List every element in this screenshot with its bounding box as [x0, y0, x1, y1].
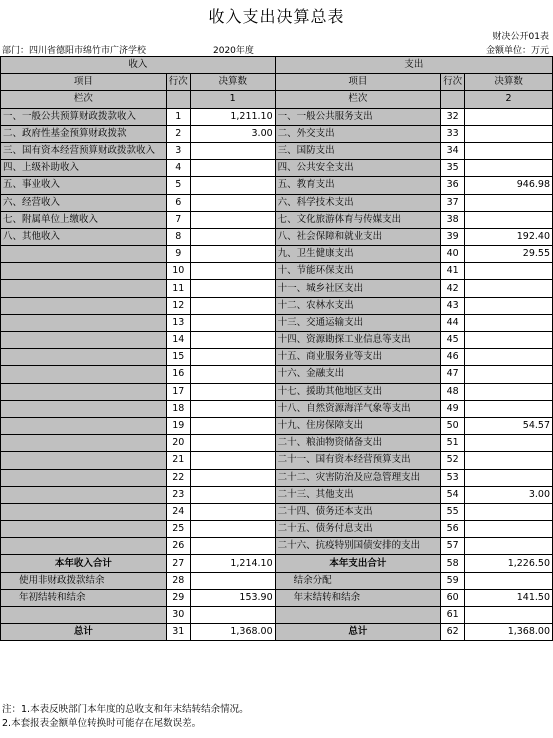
footnote-1: 注：1.本表反映部门本年度的总收支和年末结转结余情况。 [2, 704, 249, 715]
income-amount [190, 314, 275, 331]
income-amount [190, 263, 275, 280]
income-amount [190, 503, 275, 520]
income-line-header: 行次 [166, 74, 190, 91]
expense-item: 一、一般公共服务支出 [275, 108, 440, 125]
income-item [1, 469, 167, 486]
expense-total-amount [465, 572, 553, 589]
expense-amount [465, 521, 553, 538]
expense-total-amount: 1,368.00 [465, 624, 553, 641]
expense-amount [465, 314, 553, 331]
income-total-amount: 153.90 [190, 589, 275, 606]
expense-line-header: 行次 [441, 74, 465, 91]
income-total-item: 年初结转和结余 [1, 589, 167, 606]
income-total-line: 30 [166, 607, 190, 624]
income-line: 26 [166, 538, 190, 555]
income-amount-header: 决算数 [190, 74, 275, 91]
total-row [1, 555, 553, 572]
income-line: 8 [166, 228, 190, 245]
expense-line: 53 [441, 469, 465, 486]
expense-total-item: 结余分配 [275, 572, 440, 589]
expense-amount [465, 452, 553, 469]
income-amount [190, 280, 275, 297]
expense-amount [465, 400, 553, 417]
income-item [1, 503, 167, 520]
expense-amount [465, 538, 553, 555]
expense-line: 49 [441, 400, 465, 417]
income-item: 一、一般公共预算财政拨款收入 [1, 108, 167, 125]
expense-line: 45 [441, 332, 465, 349]
income-item: 六、经营收入 [1, 194, 167, 211]
income-line: 20 [166, 435, 190, 452]
expense-line: 51 [441, 435, 465, 452]
expense-line: 44 [441, 314, 465, 331]
income-item [1, 263, 167, 280]
expense-column-number: 2 [465, 91, 553, 108]
table-row [1, 469, 553, 486]
expense-line: 50 [441, 417, 465, 434]
income-amount [190, 400, 275, 417]
income-item [1, 521, 167, 538]
income-amount: 1,211.10 [190, 108, 275, 125]
expense-item: 四、公共安全支出 [275, 160, 440, 177]
expense-amount [465, 366, 553, 383]
income-amount [190, 349, 275, 366]
income-total-item: 本年收入合计 [1, 555, 167, 572]
expense-amount: 3.00 [465, 486, 553, 503]
expense-item: 七、文化旅游体育与传媒支出 [275, 211, 440, 228]
expense-total-line: 60 [441, 589, 465, 606]
income-item [1, 280, 167, 297]
expense-line: 35 [441, 160, 465, 177]
income-amount [190, 332, 275, 349]
expense-line: 46 [441, 349, 465, 366]
expense-amount [465, 263, 553, 280]
income-item-header: 项目 [1, 74, 167, 91]
expense-amount [465, 332, 553, 349]
table-row [1, 125, 553, 142]
expense-line: 47 [441, 366, 465, 383]
table-row [1, 452, 553, 469]
expense-item: 十一、城乡社区支出 [275, 280, 440, 297]
expense-item: 二十三、其他支出 [275, 486, 440, 503]
table-row [1, 332, 553, 349]
income-line: 7 [166, 211, 190, 228]
expense-amount: 29.55 [465, 246, 553, 263]
expense-line: 32 [441, 108, 465, 125]
expense-amount [465, 383, 553, 400]
expense-item: 十三、交通运输支出 [275, 314, 440, 331]
expense-amount: 946.98 [465, 177, 553, 194]
expense-amount [465, 297, 553, 314]
column-index-row [1, 91, 553, 108]
income-line: 4 [166, 160, 190, 177]
income-total-line: 27 [166, 555, 190, 572]
income-amount [190, 160, 275, 177]
expense-total-item: 总计 [275, 624, 440, 641]
income-item [1, 246, 167, 263]
income-amount [190, 211, 275, 228]
income-amount [190, 228, 275, 245]
expense-total-line: 62 [441, 624, 465, 641]
income-amount [190, 297, 275, 314]
section-header-row [1, 57, 553, 74]
table-row [1, 349, 553, 366]
table-row [1, 486, 553, 503]
department-label: 部门：四川省德阳市绵竹市广济学校 [2, 46, 147, 56]
expense-amount: 54.57 [465, 417, 553, 434]
expense-line: 40 [441, 246, 465, 263]
income-amount [190, 469, 275, 486]
expense-line: 43 [441, 297, 465, 314]
expense-item: 六、科学技术支出 [275, 194, 440, 211]
income-total-item [1, 607, 167, 624]
income-line: 13 [166, 314, 190, 331]
expense-amount [465, 160, 553, 177]
table-row [1, 177, 553, 194]
expense-total-line: 59 [441, 572, 465, 589]
income-amount [190, 177, 275, 194]
expense-amount [465, 503, 553, 520]
expense-column-label: 栏次 [275, 91, 440, 108]
income-item [1, 383, 167, 400]
income-item [1, 297, 167, 314]
income-amount [190, 538, 275, 555]
expense-item: 二十六、抗疫特别国债安排的支出 [275, 538, 440, 555]
income-line: 16 [166, 366, 190, 383]
expense-line: 57 [441, 538, 465, 555]
income-line: 5 [166, 177, 190, 194]
income-amount [190, 417, 275, 434]
income-item [1, 538, 167, 555]
income-line: 10 [166, 263, 190, 280]
expense-line: 36 [441, 177, 465, 194]
table-row [1, 383, 553, 400]
expense-amount [465, 469, 553, 486]
table-row [1, 400, 553, 417]
form-code: 财决公开01表 [492, 32, 549, 42]
expense-amount [465, 435, 553, 452]
expense-line: 34 [441, 142, 465, 159]
income-item [1, 314, 167, 331]
income-item: 七、附属单位上缴收入 [1, 211, 167, 228]
table-row [1, 503, 553, 520]
expense-total-amount: 141.50 [465, 589, 553, 606]
expense-total-line: 61 [441, 607, 465, 624]
expense-amount [465, 349, 553, 366]
table-row [1, 263, 553, 280]
expense-item: 二十四、债务还本支出 [275, 503, 440, 520]
income-column-label: 栏次 [1, 91, 167, 108]
income-line: 9 [166, 246, 190, 263]
income-line: 25 [166, 521, 190, 538]
income-item: 八、其他收入 [1, 228, 167, 245]
income-amount [190, 383, 275, 400]
table-row [1, 280, 553, 297]
income-amount [190, 246, 275, 263]
income-amount [190, 435, 275, 452]
footnotes [2, 703, 249, 731]
footnote-2: 2.本套报表金额单位转换时可能存在尾数误差。 [2, 718, 202, 729]
total-row [1, 624, 553, 641]
income-item: 四、上级补助收入 [1, 160, 167, 177]
table-row [1, 211, 553, 228]
income-line: 1 [166, 108, 190, 125]
expense-item: 十、节能环保支出 [275, 263, 440, 280]
income-amount [190, 142, 275, 159]
column-header-row [1, 74, 553, 91]
income-amount [190, 486, 275, 503]
expense-item: 十七、援助其他地区支出 [275, 383, 440, 400]
income-item [1, 332, 167, 349]
expense-amount [465, 125, 553, 142]
expense-item: 二十一、国有资本经营预算支出 [275, 452, 440, 469]
income-item: 二、政府性基金预算财政拨款 [1, 125, 167, 142]
table-row [1, 538, 553, 555]
income-line: 15 [166, 349, 190, 366]
income-line: 21 [166, 452, 190, 469]
income-item [1, 400, 167, 417]
expense-total-amount: 1,226.50 [465, 555, 553, 572]
expense-item: 三、国防支出 [275, 142, 440, 159]
income-total-line: 28 [166, 572, 190, 589]
income-line: 22 [166, 469, 190, 486]
expense-total-line: 58 [441, 555, 465, 572]
expense-line: 56 [441, 521, 465, 538]
expense-item: 九、卫生健康支出 [275, 246, 440, 263]
income-line: 11 [166, 280, 190, 297]
expense-section-header: 支出 [275, 57, 552, 74]
expense-line-blank [441, 91, 465, 108]
table-row [1, 246, 553, 263]
expense-line: 39 [441, 228, 465, 245]
income-line: 3 [166, 142, 190, 159]
total-row [1, 589, 553, 606]
income-line: 24 [166, 503, 190, 520]
income-total-line: 29 [166, 589, 190, 606]
income-line: 12 [166, 297, 190, 314]
expense-item: 十五、商业服务业等支出 [275, 349, 440, 366]
expense-line: 55 [441, 503, 465, 520]
expense-item: 十八、自然资源海洋气象等支出 [275, 400, 440, 417]
income-line: 23 [166, 486, 190, 503]
expense-amount-header: 决算数 [465, 74, 553, 91]
income-item [1, 435, 167, 452]
expense-line: 33 [441, 125, 465, 142]
expense-amount [465, 142, 553, 159]
expense-item: 十四、资源勘探工业信息等支出 [275, 332, 440, 349]
expense-item: 十六、金融支出 [275, 366, 440, 383]
income-total-item: 使用非财政拨款结余 [1, 572, 167, 589]
income-line: 2 [166, 125, 190, 142]
income-amount [190, 452, 275, 469]
income-item [1, 452, 167, 469]
income-total-amount [190, 572, 275, 589]
income-line: 17 [166, 383, 190, 400]
income-line: 6 [166, 194, 190, 211]
expense-line: 38 [441, 211, 465, 228]
expense-line: 42 [441, 280, 465, 297]
expense-total-item [275, 607, 440, 624]
expense-item: 二十、粮油物资储备支出 [275, 435, 440, 452]
income-item [1, 349, 167, 366]
expense-amount [465, 194, 553, 211]
table-row [1, 142, 553, 159]
income-expense-table [0, 56, 553, 641]
expense-item: 二十二、灾害防治及应急管理支出 [275, 469, 440, 486]
report-year: 2020年度 [213, 46, 254, 56]
table-row [1, 435, 553, 452]
table-row [1, 521, 553, 538]
expense-line: 37 [441, 194, 465, 211]
table-row [1, 314, 553, 331]
income-line-blank [166, 91, 190, 108]
total-row [1, 607, 553, 624]
expense-line: 41 [441, 263, 465, 280]
amount-unit: 金额单位：万元 [485, 46, 549, 56]
income-total-item: 总计 [1, 624, 167, 641]
income-item [1, 366, 167, 383]
expense-item-header: 项目 [275, 74, 440, 91]
expense-item: 十二、农林水支出 [275, 297, 440, 314]
income-line: 19 [166, 417, 190, 434]
income-amount: 3.00 [190, 125, 275, 142]
table-row [1, 108, 553, 125]
expense-amount: 192.40 [465, 228, 553, 245]
expense-line: 54 [441, 486, 465, 503]
expense-total-item: 年末结转和结余 [275, 589, 440, 606]
income-section-header: 收入 [1, 57, 276, 74]
table-row [1, 160, 553, 177]
table-row [1, 297, 553, 314]
expense-amount [465, 211, 553, 228]
expense-amount [465, 280, 553, 297]
income-item: 五、事业收入 [1, 177, 167, 194]
income-column-number: 1 [190, 91, 275, 108]
table-row [1, 228, 553, 245]
table-row [1, 366, 553, 383]
income-total-line: 31 [166, 624, 190, 641]
income-item [1, 486, 167, 503]
income-item [1, 417, 167, 434]
total-row [1, 572, 553, 589]
income-line: 14 [166, 332, 190, 349]
table-row [1, 194, 553, 211]
income-total-amount: 1,368.00 [190, 624, 275, 641]
expense-total-item: 本年支出合计 [275, 555, 440, 572]
income-amount [190, 521, 275, 538]
expense-item: 十九、住房保障支出 [275, 417, 440, 434]
income-line: 18 [166, 400, 190, 417]
expense-item: 二十五、债务付息支出 [275, 521, 440, 538]
income-total-amount: 1,214.10 [190, 555, 275, 572]
expense-total-amount [465, 607, 553, 624]
expense-line: 48 [441, 383, 465, 400]
expense-amount [465, 108, 553, 125]
income-item: 三、国有资本经营预算财政拨款收入 [1, 142, 167, 159]
income-total-amount [190, 607, 275, 624]
income-amount [190, 194, 275, 211]
expense-item: 八、社会保障和就业支出 [275, 228, 440, 245]
table-row [1, 417, 553, 434]
report-title: 收入支出决算总表 [208, 7, 345, 26]
expense-line: 52 [441, 452, 465, 469]
expense-item: 五、教育支出 [275, 177, 440, 194]
expense-item: 二、外交支出 [275, 125, 440, 142]
income-amount [190, 366, 275, 383]
